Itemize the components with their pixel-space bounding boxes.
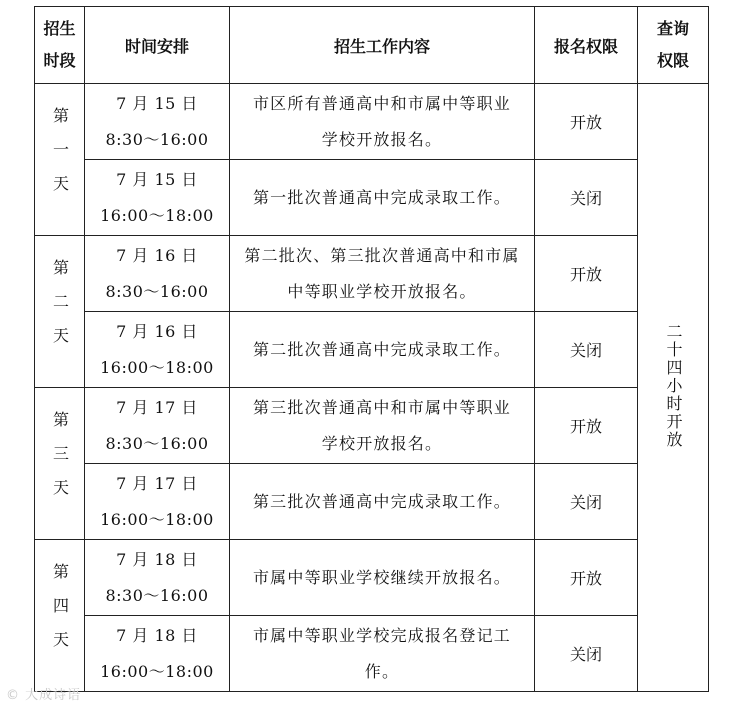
content-cell: 第一批次普通高中完成录取工作。 — [230, 160, 535, 236]
permission-cell: 关闭 — [535, 160, 638, 236]
enrollment-schedule-table — [34, 6, 709, 692]
query-cell: 二十四小时开放 — [638, 84, 709, 692]
permission-cell: 开放 — [535, 540, 638, 616]
time-cell: 7 月 17 日 8:30～16:00 — [85, 388, 230, 464]
day-label: 第四天 — [35, 540, 85, 692]
table-row — [35, 160, 709, 236]
time-cell: 7 月 18 日 8:30～16:00 — [85, 540, 230, 616]
table-row — [35, 388, 709, 464]
header-query: 查询 权限 — [638, 7, 709, 84]
content-cell: 市区所有普通高中和市属中等职业 学校开放报名。 — [230, 84, 535, 160]
permission-cell: 开放 — [535, 236, 638, 312]
header-time: 时间安排 — [85, 7, 230, 84]
table-row — [35, 84, 709, 160]
header-period: 招生 时段 — [35, 7, 85, 84]
time-cell: 7 月 16 日 16:00～18:00 — [85, 312, 230, 388]
content-cell: 第三批次普通高中完成录取工作。 — [230, 464, 535, 540]
time-cell: 7 月 15 日 16:00～18:00 — [85, 160, 230, 236]
time-cell: 7 月 15 日 8:30～16:00 — [85, 84, 230, 160]
permission-cell: 开放 — [535, 388, 638, 464]
watermark: © 大成诗语 — [6, 688, 82, 703]
time-cell: 7 月 17 日 16:00～18:00 — [85, 464, 230, 540]
permission-cell: 关闭 — [535, 464, 638, 540]
table-row — [35, 236, 709, 312]
content-cell: 市属中等职业学校完成报名登记工 作。 — [230, 616, 535, 692]
time-cell: 7 月 18 日 16:00～18:00 — [85, 616, 230, 692]
table-row — [35, 540, 709, 616]
content-cell: 第二批次、第三批次普通高中和市属 中等职业学校开放报名。 — [230, 236, 535, 312]
table-row — [35, 312, 709, 388]
header-registration: 报名权限 — [535, 7, 638, 84]
permission-cell: 关闭 — [535, 616, 638, 692]
permission-cell: 关闭 — [535, 312, 638, 388]
permission-cell: 开放 — [535, 84, 638, 160]
content-cell: 第二批次普通高中完成录取工作。 — [230, 312, 535, 388]
time-cell: 7 月 16 日 8:30～16:00 — [85, 236, 230, 312]
content-cell: 第三批次普通高中和市属中等职业 学校开放报名。 — [230, 388, 535, 464]
table-row — [35, 616, 709, 692]
header-content: 招生工作内容 — [230, 7, 535, 84]
table-row — [35, 464, 709, 540]
day-label: 第一天 — [35, 84, 85, 236]
day-label: 第三天 — [35, 388, 85, 540]
content-cell: 市属中等职业学校继续开放报名。 — [230, 540, 535, 616]
day-label: 第二天 — [35, 236, 85, 388]
